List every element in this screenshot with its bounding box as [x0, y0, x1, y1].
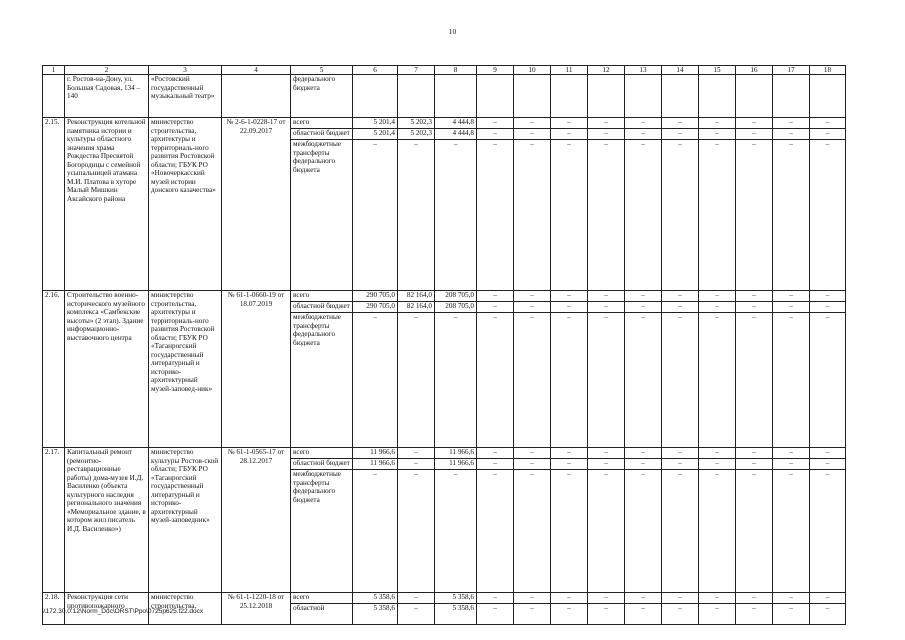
object-name: Капитальный ремонт (ремонтно-реставрационные работы) дома-музея И.Д. Василенко (объекта культурного наследия регионального значения «Мемориальное здание, в котором жил писатель И.Д. Василенко») — [65, 448, 149, 593]
amount-cell — [514, 75, 551, 118]
amount-cell: – — [773, 140, 810, 291]
amount-cell: – — [514, 313, 551, 448]
amount-cell: – — [625, 302, 662, 313]
amount-cell: 11 966,6 — [353, 448, 398, 459]
amount-cell: 82 164,0 — [398, 302, 435, 313]
amount-cell: – — [435, 313, 477, 448]
amount-cell: – — [398, 470, 435, 593]
funding-source: всего — [291, 593, 353, 604]
amount-cell: – — [588, 593, 625, 604]
amount-cell — [699, 75, 736, 118]
amount-cell: – — [736, 459, 773, 470]
table-row — [43, 118, 846, 129]
amount-cell: – — [736, 604, 773, 625]
amount-cell: – — [551, 302, 588, 313]
object-name: Строительство военно-исторического музейного комплекса «Самбекские высоты» (2 этап). Здание информационно-выставочного центра — [65, 291, 149, 448]
amount-cell: – — [625, 118, 662, 129]
amount-cell: – — [736, 291, 773, 302]
column-number-header: 1 — [43, 66, 65, 75]
amount-cell: – — [477, 313, 514, 448]
amount-cell: – — [699, 118, 736, 129]
column-number-header: 12 — [588, 66, 625, 75]
amount-cell: – — [736, 593, 773, 604]
amount-cell: – — [477, 593, 514, 604]
amount-cell: – — [773, 291, 810, 302]
amount-cell: 5 201,4 — [353, 118, 398, 129]
amount-cell: – — [514, 470, 551, 593]
column-number-header: 7 — [398, 66, 435, 75]
page-number: 10 — [448, 27, 457, 36]
header-row — [43, 66, 846, 75]
amount-cell: – — [810, 140, 846, 291]
file-path-footer: \\172.30.0.12\Norm_Doc\ORST\Ppo\0725p625.f22.docx — [42, 608, 204, 615]
amount-cell: – — [435, 470, 477, 593]
document-ref: № 2-6-1-0228-17 от 22.09.2017 — [222, 118, 291, 291]
amount-cell: – — [699, 593, 736, 604]
amount-cell: – — [588, 291, 625, 302]
amount-cell: – — [514, 129, 551, 140]
amount-cell: – — [625, 291, 662, 302]
amount-cell — [435, 75, 477, 118]
column-number-header: 5 — [291, 66, 353, 75]
amount-cell: – — [773, 448, 810, 459]
amount-cell: – — [662, 291, 699, 302]
amount-cell: 5 358,6 — [435, 593, 477, 604]
amount-cell: – — [398, 313, 435, 448]
amount-cell: – — [810, 313, 846, 448]
amount-cell: – — [588, 313, 625, 448]
row-number: 2.16. — [43, 291, 65, 448]
amount-cell: – — [662, 302, 699, 313]
table-row — [43, 448, 846, 459]
amount-cell — [810, 75, 846, 118]
responsible-org: министерство строительства, архитектуры и территориаль-ного развития Ростовской области; ГБУК РО «Новочеркасский музей истории донского казачества» — [149, 118, 222, 291]
row-number: 2.15. — [43, 118, 65, 291]
amount-cell — [662, 75, 699, 118]
column-number-header: 11 — [551, 66, 588, 75]
document-ref: № 61-1-0565-17 от 28.12.2017 — [222, 448, 291, 593]
amount-cell: – — [736, 448, 773, 459]
amount-cell: – — [662, 470, 699, 593]
amount-cell: – — [551, 593, 588, 604]
continuation-row — [43, 75, 846, 118]
amount-cell: – — [625, 140, 662, 291]
responsible-org: министерство культуры Ростов-ской области; ГБУК РО «Таганрогский государственный литературный и историко-архитектурный музей-заповедник» — [149, 448, 222, 593]
amount-cell: 4 444,8 — [435, 129, 477, 140]
amount-cell: – — [625, 313, 662, 448]
amount-cell: – — [477, 118, 514, 129]
amount-cell: – — [736, 140, 773, 291]
column-number-header: 6 — [353, 66, 398, 75]
funding-source: межбюджетные трансферты федерального бюджета — [291, 140, 353, 291]
amount-cell: – — [588, 604, 625, 625]
amount-cell: – — [699, 604, 736, 625]
amount-cell: – — [477, 140, 514, 291]
amount-cell: – — [625, 470, 662, 593]
amount-cell: – — [477, 459, 514, 470]
amount-cell: – — [588, 470, 625, 593]
amount-cell: 82 164,0 — [398, 291, 435, 302]
amount-cell — [773, 75, 810, 118]
amount-cell: – — [514, 448, 551, 459]
amount-cell: 290 705,0 — [353, 302, 398, 313]
amount-cell: 5 202,3 — [398, 129, 435, 140]
amount-cell — [736, 75, 773, 118]
column-number-header: 17 — [773, 66, 810, 75]
amount-cell: – — [773, 313, 810, 448]
column-number-header: 4 — [222, 66, 291, 75]
amount-cell: – — [625, 129, 662, 140]
column-number-header: 14 — [662, 66, 699, 75]
object-name: Реконструкция котельной памятника истории и культуры областного значения храма Рождества Пресвятой Богородицы с семейной усыпальницей атамана М.И. Платова в хуторе Малый Мишкин Аксайского района — [65, 118, 149, 291]
responsible-org: министерство строительства, архитектуры и территориаль-ного развития Ростовской области; ГБУК РО «Таганрогский государственный литературный и историко-архитектурный музей-заповед-ник» — [149, 291, 222, 448]
amount-cell: – — [662, 140, 699, 291]
amount-cell: – — [625, 604, 662, 625]
column-number-header: 8 — [435, 66, 477, 75]
amount-cell: – — [551, 129, 588, 140]
column-number-header: 18 — [810, 66, 846, 75]
amount-cell — [588, 75, 625, 118]
amount-cell: – — [699, 291, 736, 302]
funding-source: областной — [291, 604, 353, 625]
amount-cell: 11 966,6 — [435, 448, 477, 459]
amount-cell: – — [588, 302, 625, 313]
amount-cell: – — [588, 140, 625, 291]
amount-cell: – — [773, 118, 810, 129]
amount-cell: – — [477, 604, 514, 625]
amount-cell — [353, 75, 398, 118]
amount-cell: – — [736, 313, 773, 448]
amount-cell: – — [435, 140, 477, 291]
amount-cell: – — [810, 448, 846, 459]
amount-cell: – — [736, 129, 773, 140]
document-ref — [222, 75, 291, 118]
responsible-org: «Ростовский государственный музыкальный театр» — [149, 75, 222, 118]
amount-cell: 5 358,6 — [353, 593, 398, 604]
amount-cell: – — [773, 129, 810, 140]
object-name: г. Ростов-на-Дону, ул. Большая Садовая, 134 – 140 — [65, 75, 149, 118]
funding-source: областной бюджет — [291, 129, 353, 140]
amount-cell: 11 966,6 — [435, 459, 477, 470]
amount-cell: – — [353, 470, 398, 593]
amount-cell: – — [662, 129, 699, 140]
amount-cell: – — [662, 459, 699, 470]
document-ref: № 61-1-1220-18 от 25.12.2018 — [222, 593, 291, 625]
funding-source: всего — [291, 118, 353, 129]
amount-cell: – — [699, 140, 736, 291]
amount-cell: – — [736, 118, 773, 129]
amount-cell: – — [514, 593, 551, 604]
amount-cell: – — [551, 313, 588, 448]
amount-cell: – — [810, 291, 846, 302]
amount-cell: – — [551, 470, 588, 593]
amount-cell — [625, 75, 662, 118]
column-number-header: 16 — [736, 66, 773, 75]
amount-cell: – — [736, 470, 773, 593]
column-number-header: 3 — [149, 66, 222, 75]
amount-cell: – — [398, 593, 435, 604]
amount-cell: – — [353, 140, 398, 291]
amount-cell: – — [477, 302, 514, 313]
funding-source: областной бюджет — [291, 302, 353, 313]
row-number: 2.17. — [43, 448, 65, 593]
amount-cell: – — [551, 140, 588, 291]
amount-cell: 290 705,0 — [353, 291, 398, 302]
amount-cell: – — [398, 140, 435, 291]
amount-cell: – — [551, 459, 588, 470]
amount-cell: – — [810, 470, 846, 593]
amount-cell: – — [477, 470, 514, 593]
amount-cell: 208 705,0 — [435, 291, 477, 302]
amount-cell: – — [662, 448, 699, 459]
amount-cell: – — [551, 604, 588, 625]
amount-cell — [477, 75, 514, 118]
amount-cell: – — [625, 593, 662, 604]
amount-cell: – — [662, 593, 699, 604]
amount-cell: – — [699, 448, 736, 459]
amount-cell: – — [514, 291, 551, 302]
amount-cell: – — [477, 129, 514, 140]
amount-cell: – — [588, 448, 625, 459]
amount-cell: – — [477, 291, 514, 302]
funding-source: всего — [291, 448, 353, 459]
amount-cell: 5 358,6 — [435, 604, 477, 625]
amount-cell: – — [662, 118, 699, 129]
amount-cell — [398, 75, 435, 118]
amount-cell: – — [810, 129, 846, 140]
amount-cell: – — [353, 313, 398, 448]
amount-cell: – — [810, 593, 846, 604]
amount-cell: – — [398, 459, 435, 470]
program-table — [42, 65, 846, 625]
column-number-header: 15 — [699, 66, 736, 75]
amount-cell: – — [625, 459, 662, 470]
column-number-header: 10 — [514, 66, 551, 75]
amount-cell: – — [773, 470, 810, 593]
amount-cell: 5 202,3 — [398, 118, 435, 129]
amount-cell: – — [662, 313, 699, 448]
amount-cell: – — [699, 313, 736, 448]
amount-cell: – — [736, 302, 773, 313]
amount-cell: – — [398, 448, 435, 459]
amount-cell: – — [551, 291, 588, 302]
amount-cell: – — [588, 129, 625, 140]
amount-cell: – — [477, 448, 514, 459]
amount-cell — [551, 75, 588, 118]
amount-cell: – — [773, 459, 810, 470]
amount-cell: – — [773, 604, 810, 625]
funding-source: всего — [291, 291, 353, 302]
amount-cell: – — [398, 604, 435, 625]
amount-cell: – — [551, 118, 588, 129]
amount-cell: – — [699, 470, 736, 593]
funding-source: федерального бюджета — [291, 75, 353, 118]
amount-cell: 5 201,4 — [353, 129, 398, 140]
funding-source: межбюджетные трансферты федерального бюджета — [291, 313, 353, 448]
amount-cell: 208 705,0 — [435, 302, 477, 313]
table-row — [43, 593, 846, 604]
amount-cell: – — [810, 459, 846, 470]
column-number-header: 13 — [625, 66, 662, 75]
amount-cell: – — [625, 448, 662, 459]
amount-cell: – — [662, 604, 699, 625]
row-number: 2.18. — [43, 593, 65, 625]
amount-cell: – — [514, 604, 551, 625]
funding-source: межбюджетные трансферты федерального бюджета — [291, 470, 353, 593]
amount-cell: – — [810, 604, 846, 625]
column-number-header: 2 — [65, 66, 149, 75]
amount-cell: 5 358,6 — [353, 604, 398, 625]
amount-cell: – — [514, 459, 551, 470]
amount-cell: – — [699, 459, 736, 470]
amount-cell: 4 444,8 — [435, 118, 477, 129]
amount-cell: – — [514, 140, 551, 291]
funding-source: областной бюджет — [291, 459, 353, 470]
table-row — [43, 291, 846, 302]
document-ref: № 61-1-0660-19 от 18.07.2019 — [222, 291, 291, 448]
amount-cell: – — [810, 302, 846, 313]
column-number-header: 9 — [477, 66, 514, 75]
amount-cell: 11 966,6 — [353, 459, 398, 470]
object-name: Реконструкция сети противопожарного — [65, 593, 149, 625]
responsible-org: министерство строительства, — [149, 593, 222, 625]
amount-cell: – — [514, 118, 551, 129]
amount-cell: – — [588, 459, 625, 470]
amount-cell: – — [810, 118, 846, 129]
amount-cell: – — [773, 593, 810, 604]
amount-cell: – — [514, 302, 551, 313]
amount-cell: – — [551, 448, 588, 459]
row-number — [43, 75, 65, 118]
amount-cell: – — [773, 302, 810, 313]
amount-cell: – — [699, 129, 736, 140]
amount-cell: – — [588, 118, 625, 129]
amount-cell: – — [699, 302, 736, 313]
